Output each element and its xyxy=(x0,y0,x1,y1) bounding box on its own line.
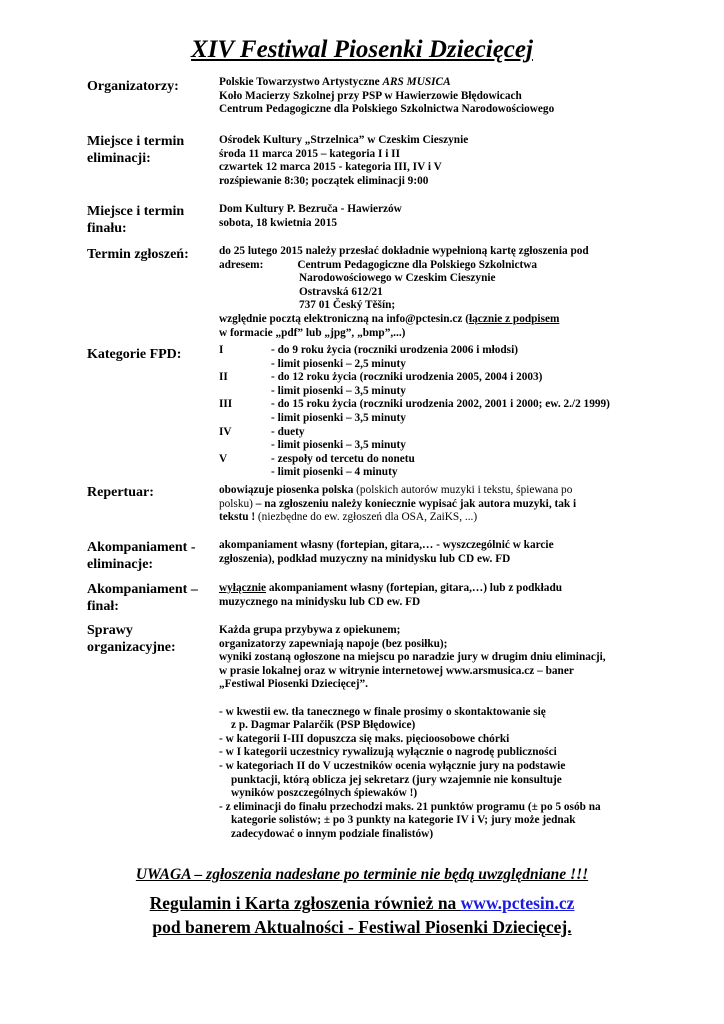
organizers-label: Organizatorzy: xyxy=(87,79,179,94)
category-row: - limit piosenki – 2,5 minuty xyxy=(271,357,406,370)
accomp-elim-block: akompaniament własny (fortepian, gitara,… - wyszczególnić w karcie zgłoszenia), podkład muzyczny na minidysku lub CD ew. FD xyxy=(219,539,554,565)
org-matters-block: Każda grupa przybywa z opiekunem; organizatorzy zapewniają napoje (bez posiłku); wyniki zostaną ogłoszone na miejscu po naradzie jury w drugim dniu eliminacji, w prasie lokalnej oraz w witrynie internetowej www.arsmusica.cz – baner „Festiwal Piosenki Dziecięcej”. - w kwestii ew. tła tanecznego w finale prosimy o skontaktowanie się z p. Dagmar Palarčik (PSP Błędowice) - w kategorii I-III dopuszcza się maks. pięcioosobowe chórki - w I kategorii uczestnicy rywalizują wyłącznie o nagrodę publiczności - w kategoriach II do V uczestników ocenia wyłącznie jury na podstawie punktacji, którą oblicza jej sekretarz (jury wzajemnie nie konsultuje wyników poszczególnych śpiewaków !) - z eliminacji do finału przechodzi maks. 21 punktów programu (± po 5 osób na kategorie solistów; ± po 3 punkty na kategorie IV i V; jury może jednak zadecydować o innym podziale finalistów) xyxy=(219,624,606,840)
accomp-final-label: Akompaniament – finał: xyxy=(87,582,198,614)
org-matters-label: Sprawy organizacyjne: xyxy=(87,623,176,655)
accomp-elim-label: Akompaniament - eliminacje: xyxy=(87,540,196,572)
category-row: IV - duety xyxy=(219,425,305,438)
categories-label: Kategorie FPD: xyxy=(87,347,182,362)
category-row: V - zespoły od tercetu do nonetu xyxy=(219,452,415,465)
category-row: - limit piosenki – 4 minuty xyxy=(271,466,398,479)
category-row: I - do 9 roku życia (roczniki urodzenia 2006 i młodsi) xyxy=(219,344,518,356)
page-title: XIV Festiwal Piosenki Dziecięcej xyxy=(191,36,533,63)
accomp-final-block: wyłącznie akompaniament własny (fortepian, gitara,…) lub z podkładu muzycznego na minidysku lub CD ew. FD xyxy=(219,582,563,608)
website-link[interactable]: www.pctesin.cz xyxy=(460,893,575,913)
final-block: Dom Kultury P. Bezruča - Hawierzów sobota, 18 kwietnia 2015 xyxy=(219,203,402,229)
eliminations-label: Miejsce i termin eliminacji: xyxy=(87,134,185,166)
categories-list xyxy=(219,344,659,480)
category-row: III - do 15 roku życia (roczniki urodzenia 2002, 2001 i 2000; ew. 2./2 1999) xyxy=(219,398,610,411)
category-row: - limit piosenki – 3,5 minuty xyxy=(271,411,406,424)
warning-notice: UWAGA – zgłoszenia nadesłane po terminie nie będą uwzględniane !!! xyxy=(135,866,589,883)
repertoire-block: obowiązuje piosenka polska (polskich autorów muzyki i tekstu, śpiewana po polsku) – na zgłoszeniu należy koniecznie wypisać jak autora muzyki, tak i tekstu ! (niezbędne do ew. zgłoszeń dla OSA, ZaiKS, ...) xyxy=(219,484,577,524)
category-row: - limit piosenki – 3,5 minuty xyxy=(271,384,406,397)
footer-line-1: Regulamin i Karta zgłoszenia również na www.pctesin.cz xyxy=(149,893,575,913)
registration-label: Termin zgłoszeń: xyxy=(87,247,189,262)
repertoire-label: Repertuar: xyxy=(87,485,154,500)
footer-line-2: pod banerem Aktualności - Festiwal Piosenki Dziecięcej. xyxy=(152,917,572,937)
registration-block: do 25 lutego 2015 należy przesłać dokładnie wypełnioną kartę zgłoszenia pod adresem: Centrum Pedagogiczne dla Polskiego Szkolnictwa Narodowościowego w Czeskim Cieszynie Ostravská 612/21 737 01 Český Těšín; względnie pocztą elektroniczną na info@pctesin.cz (łącznie z podpisem w formacie „pdf” lub „jpg”, „bmp”,...) xyxy=(219,245,589,339)
eliminations-block: Ośrodek Kultury „Strzelnica” w Czeskim Cieszynie środa 11 marca 2015 – kategoria I i II czwartek 12 marca 2015 - kategoria III, IV i V rozśpiewanie 8:30; początek eliminacji 9:00 xyxy=(219,134,469,187)
organizers-block: Polskie Towarzystwo Artystyczne ARS MUSICA Koło Macierzy Szkolnej przy PSP w Hawierzowie Błędowicach Centrum Pedagogiczne dla Polskiego Szkolnictwa Narodowościowego xyxy=(219,76,555,116)
final-label: Miejsce i termin finału: xyxy=(87,204,185,236)
category-row: - limit piosenki – 3,5 minuty xyxy=(271,439,406,452)
category-row: II - do 12 roku życia (roczniki urodzenia 2005, 2004 i 2003) xyxy=(219,371,543,384)
